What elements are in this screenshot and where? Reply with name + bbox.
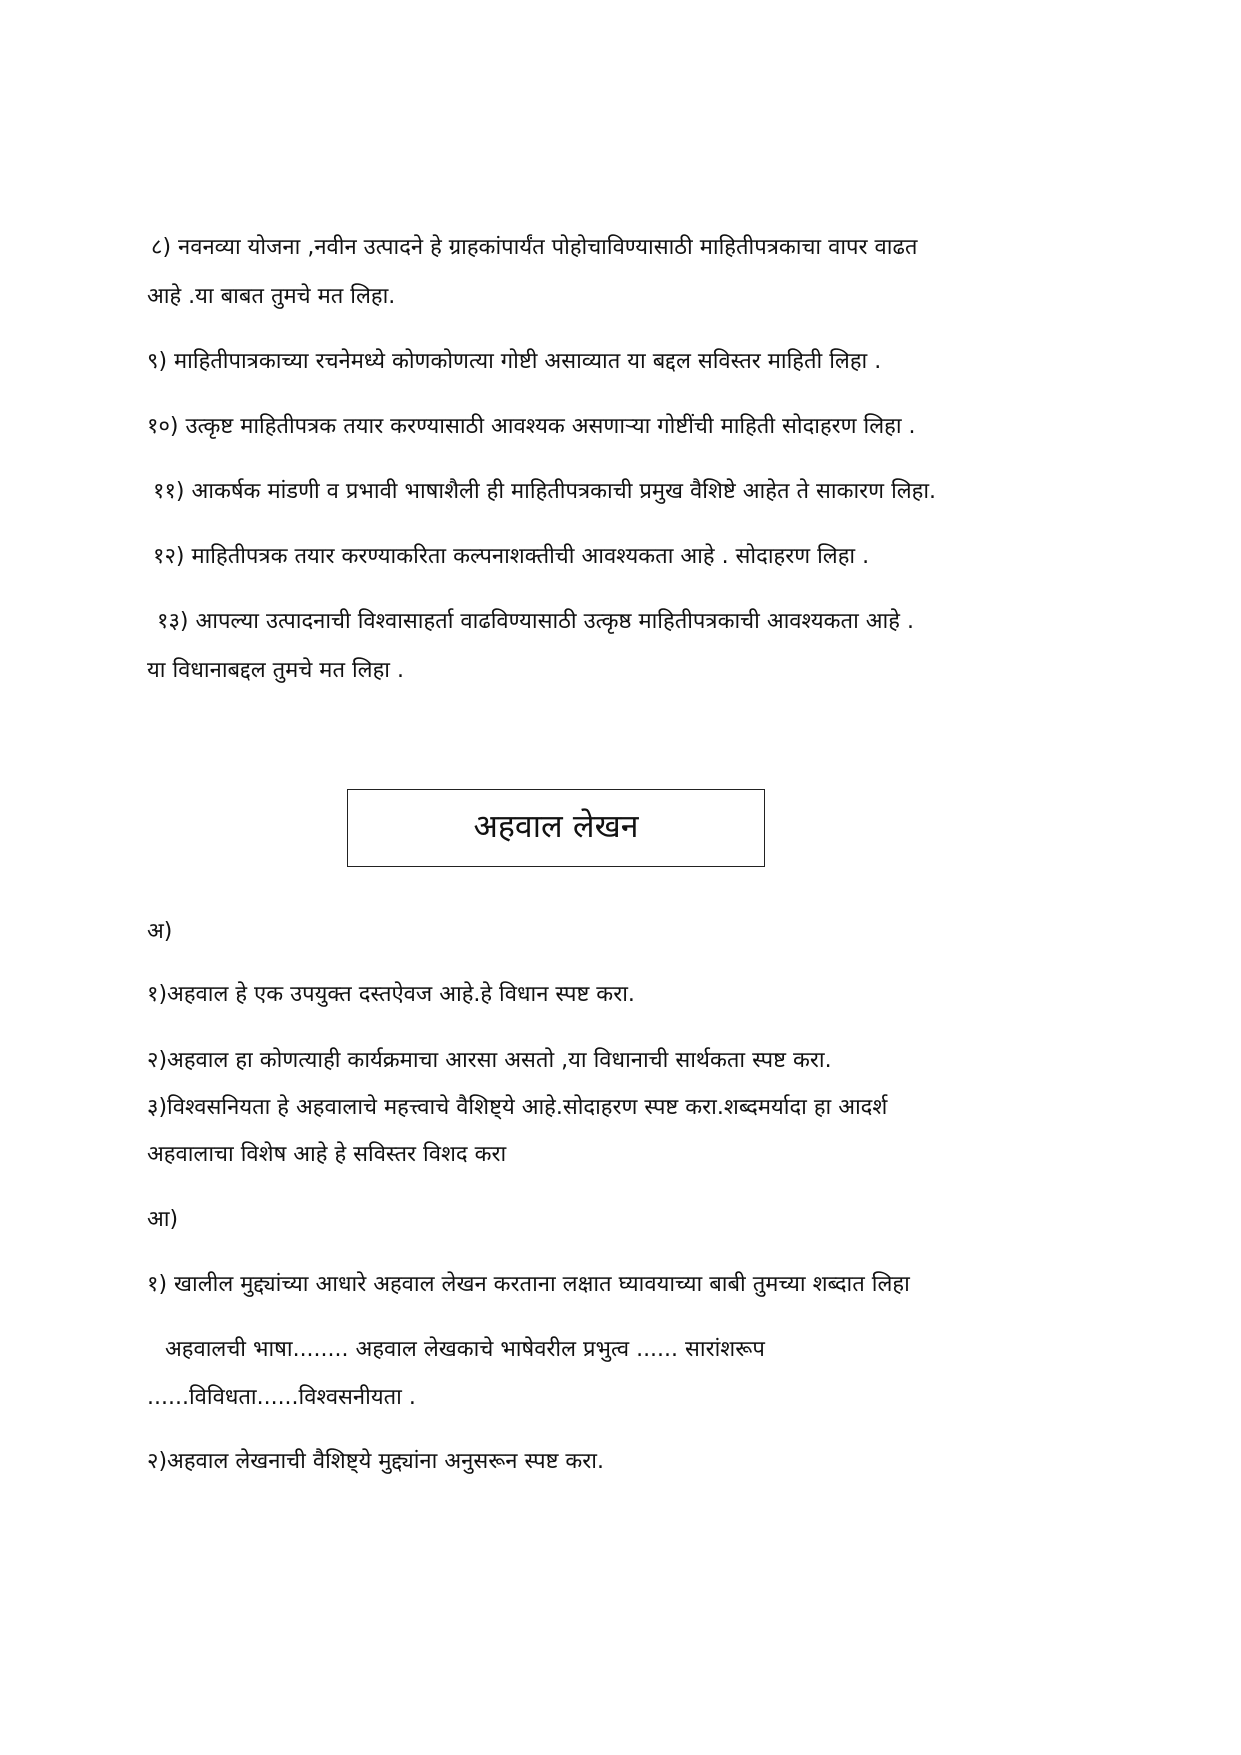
report-question-3-line-1: ३)विश्वसनियता हे अहवालाचे महत्त्वाचे वैशिष्ट्ये आहे.सोदाहरण स्पष्ट करा.शब्दमर्यादा हा आदर्श [147,1095,888,1120]
report-question-3-line-2: अहवालाचा विशेष आहे हे सविस्तर विशद करा [147,1142,507,1167]
question-11: ११) आकर्षक मांडणी व प्रभावी भाषाशैली ही माहितीपत्रकाची प्रमुख वैशिष्टे आहेत ते साकारण लिहा. [153,479,937,504]
question-8-line-1: ८) नवनव्या योजना ,नवीन उत्पादने हे ग्राहकांपार्यंत पोहोचाविण्यासाठी माहितीपत्रकाचा वापर वाढत [151,235,918,260]
section-title-box [347,789,765,867]
points-question-1: १) खालील मुद्द्यांच्या आधारे अहवाल लेखन करताना लक्षात घ्यावयाच्या बाबी तुमच्या शब्दात लिहा [147,1272,910,1297]
points-list-line-2: ......विविधता......विश्वसनीयता . [147,1385,416,1410]
points-question-2: २)अहवाल लेखनाची वैशिष्ट्ये मुद्द्यांना अनुसरून स्पष्ट करा. [147,1449,604,1474]
subsection-a-label: अ) [147,919,173,944]
points-list-line-1: अहवालची भाषा........ अहवाल लेखकाचे भाषेवरील प्रभुत्व ...... सारांशरूप [165,1337,765,1362]
report-question-2: २)अहवाल हा कोणत्याही कार्यक्रमाचा आरसा असतो ,या विधानाची सार्थकता स्पष्ट करा. [147,1048,832,1073]
question-9: ९) माहितीपात्रकाच्या रचनेमध्ये कोणकोणत्या गोष्टी असाव्यात या बद्दल सविस्तर माहिती लिहा . [147,349,882,374]
question-13-line-1: १३) आपल्या उत्पादनाची विश्वासाहर्ता वाढविण्यासाठी उत्कृष्ठ माहितीपत्रकाची आवश्यकता आहे . [157,609,914,634]
question-13-line-2: या विधानाबद्दल तुमचे मत लिहा . [147,658,404,683]
question-12: १२) माहितीपत्रक तयार करण्याकरिता कल्पनाशक्तीची आवश्यकता आहे . सोदाहरण लिहा . [153,544,870,569]
question-10: १०) उत्कृष्ट माहितीपत्रक तयार करण्यासाठी आवश्यक असणाऱ्या गोष्टींची माहिती सोदाहरण लिहा . [147,414,916,439]
subsection-aa-label: आ) [147,1207,179,1232]
report-question-1: १)अहवाल हे एक उपयुक्त दस्तऐवज आहे.हे विधान स्पष्ट करा. [147,982,635,1007]
question-8-line-2: आहे .या बाबत तुमचे मत लिहा. [147,284,396,309]
section-title: अहवाल लेखन [473,807,639,845]
